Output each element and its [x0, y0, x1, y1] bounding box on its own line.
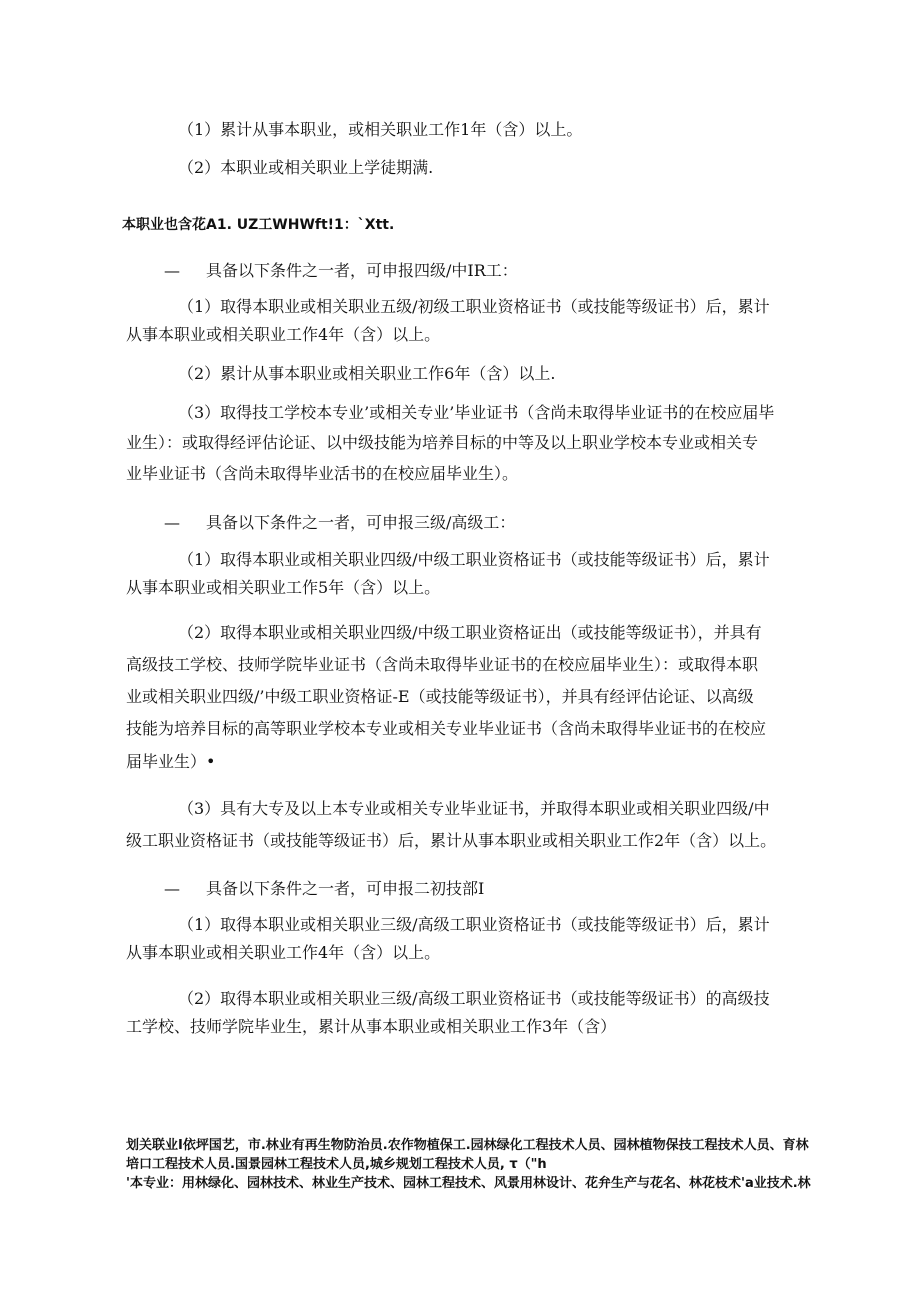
heading-dash: —	[164, 513, 180, 532]
section-heading-level4	[164, 261, 518, 281]
paragraph-line: （3）取得技工学校本专业’或相关专业’毕业证书（含尚未取得毕业证书的在校应届毕	[178, 403, 775, 422]
paragraph-line: 高级技工学校、技师学院毕业证书（含尚未取得毕业证书的在校应届毕业生）：或取得本职	[126, 655, 759, 674]
paragraph-line: （2）本职业或相关职业上学徒期满.	[178, 158, 434, 177]
paragraph-line: 业毕业证书（含尚未取得毕业活书的在校应届毕业生）。	[126, 464, 519, 483]
footnote-line: '本专业：用林绿化、园林技术、林业生产技术、园林工程技术、风景用林设计、花弁生产与花名、林花枝术'a业技术.林	[126, 1176, 811, 1191]
paragraph-line: 级工职业资格证书（或技能等级证书）后，累计从事本职业或相关职业工作2年（含）以上。	[126, 831, 777, 850]
paragraph-line: （3）具有大专及以上本专业或相关专业毕业证书，并取得本职业或相关职业四级/中	[178, 799, 770, 818]
paragraph-line: （1）取得本职业或相关职业四级/中级工职业资格证书（或技能等级证书）后，累计	[178, 550, 770, 569]
heading-dash: —	[164, 879, 180, 898]
paragraph-line: （2）取得本职业或相关职业三级/高级工职业资格证书（或技能等级证书）的高级技	[178, 989, 770, 1008]
heading-text: 具备以下条件之一者，可申报三级/高级工：	[206, 513, 516, 532]
section-heading-level3	[164, 513, 515, 533]
paragraph-line: 本职业也含花A1. UZ工WHWft!1：`Xtt.	[122, 217, 395, 233]
paragraph-line: （1）取得本职业或相关职业三级/高级工职业资格证书（或技能等级证书）后，累计	[178, 915, 770, 934]
heading-text: 具备以下条件之一者，可申报四级/中IR工：	[206, 261, 518, 280]
paragraph-line: （2）累计从事本职业或相关职业工作6年（含）以上.	[178, 364, 556, 383]
paragraph-line: （2）取得本职业或相关职业四级/中级工职业资格证出（或技能等级证书），并具有	[178, 623, 762, 642]
paragraph-line: （1）累计从事本职业，或相关职业工作1年（含）以上。	[178, 120, 583, 139]
paragraph-line: 业生）：或取得经评估论证、以中级技能为培养目标的中等及以上职业学校本专业或相关专	[126, 433, 759, 452]
paragraph-line: 从事本职业或相关职业工作5年（含）以上。	[126, 578, 441, 597]
paragraph-line: 技能为培养目标的高等职业学校本专业或相关专业毕业证书（含尚未取得毕业证书的在校应	[126, 719, 767, 738]
paragraph-line: 从事本职业或相关职业工作4年（含）以上。	[126, 943, 441, 962]
heading-text: 具备以下条件之一者，可申报二初技部I	[206, 879, 485, 898]
footnote-line: 培口工程技术人员.国景园林工程技术人员,城乡规划工程技术人员, τ（"h	[126, 1157, 547, 1172]
paragraph-line: 从事本职业或相关职业工作4年（含）以上。	[126, 325, 441, 344]
footnote-line: 划关联业I依坪国艺，市.林业有再生物防治员.农作物植保工.园林绿化工程技术人员、园林植物保技工程技术人员、育林	[126, 1138, 809, 1153]
section-heading-level2	[164, 879, 484, 899]
paragraph-line: （1）取得本职业或相关职业五级/初级工职业资格证书（或技能等级证书）后，累计	[178, 297, 770, 316]
paragraph-line: 业或相关职业四级/’中级工职业资格证-E（或技能等级证书），并具有经评估论证、以高级	[126, 687, 754, 706]
heading-dash: —	[164, 261, 180, 280]
paragraph-line: 工学校、技师学院毕业生，累计从事本职业或相关职业工作3年（含）	[126, 1017, 617, 1036]
paragraph-line: 届毕业生）•	[126, 752, 216, 771]
